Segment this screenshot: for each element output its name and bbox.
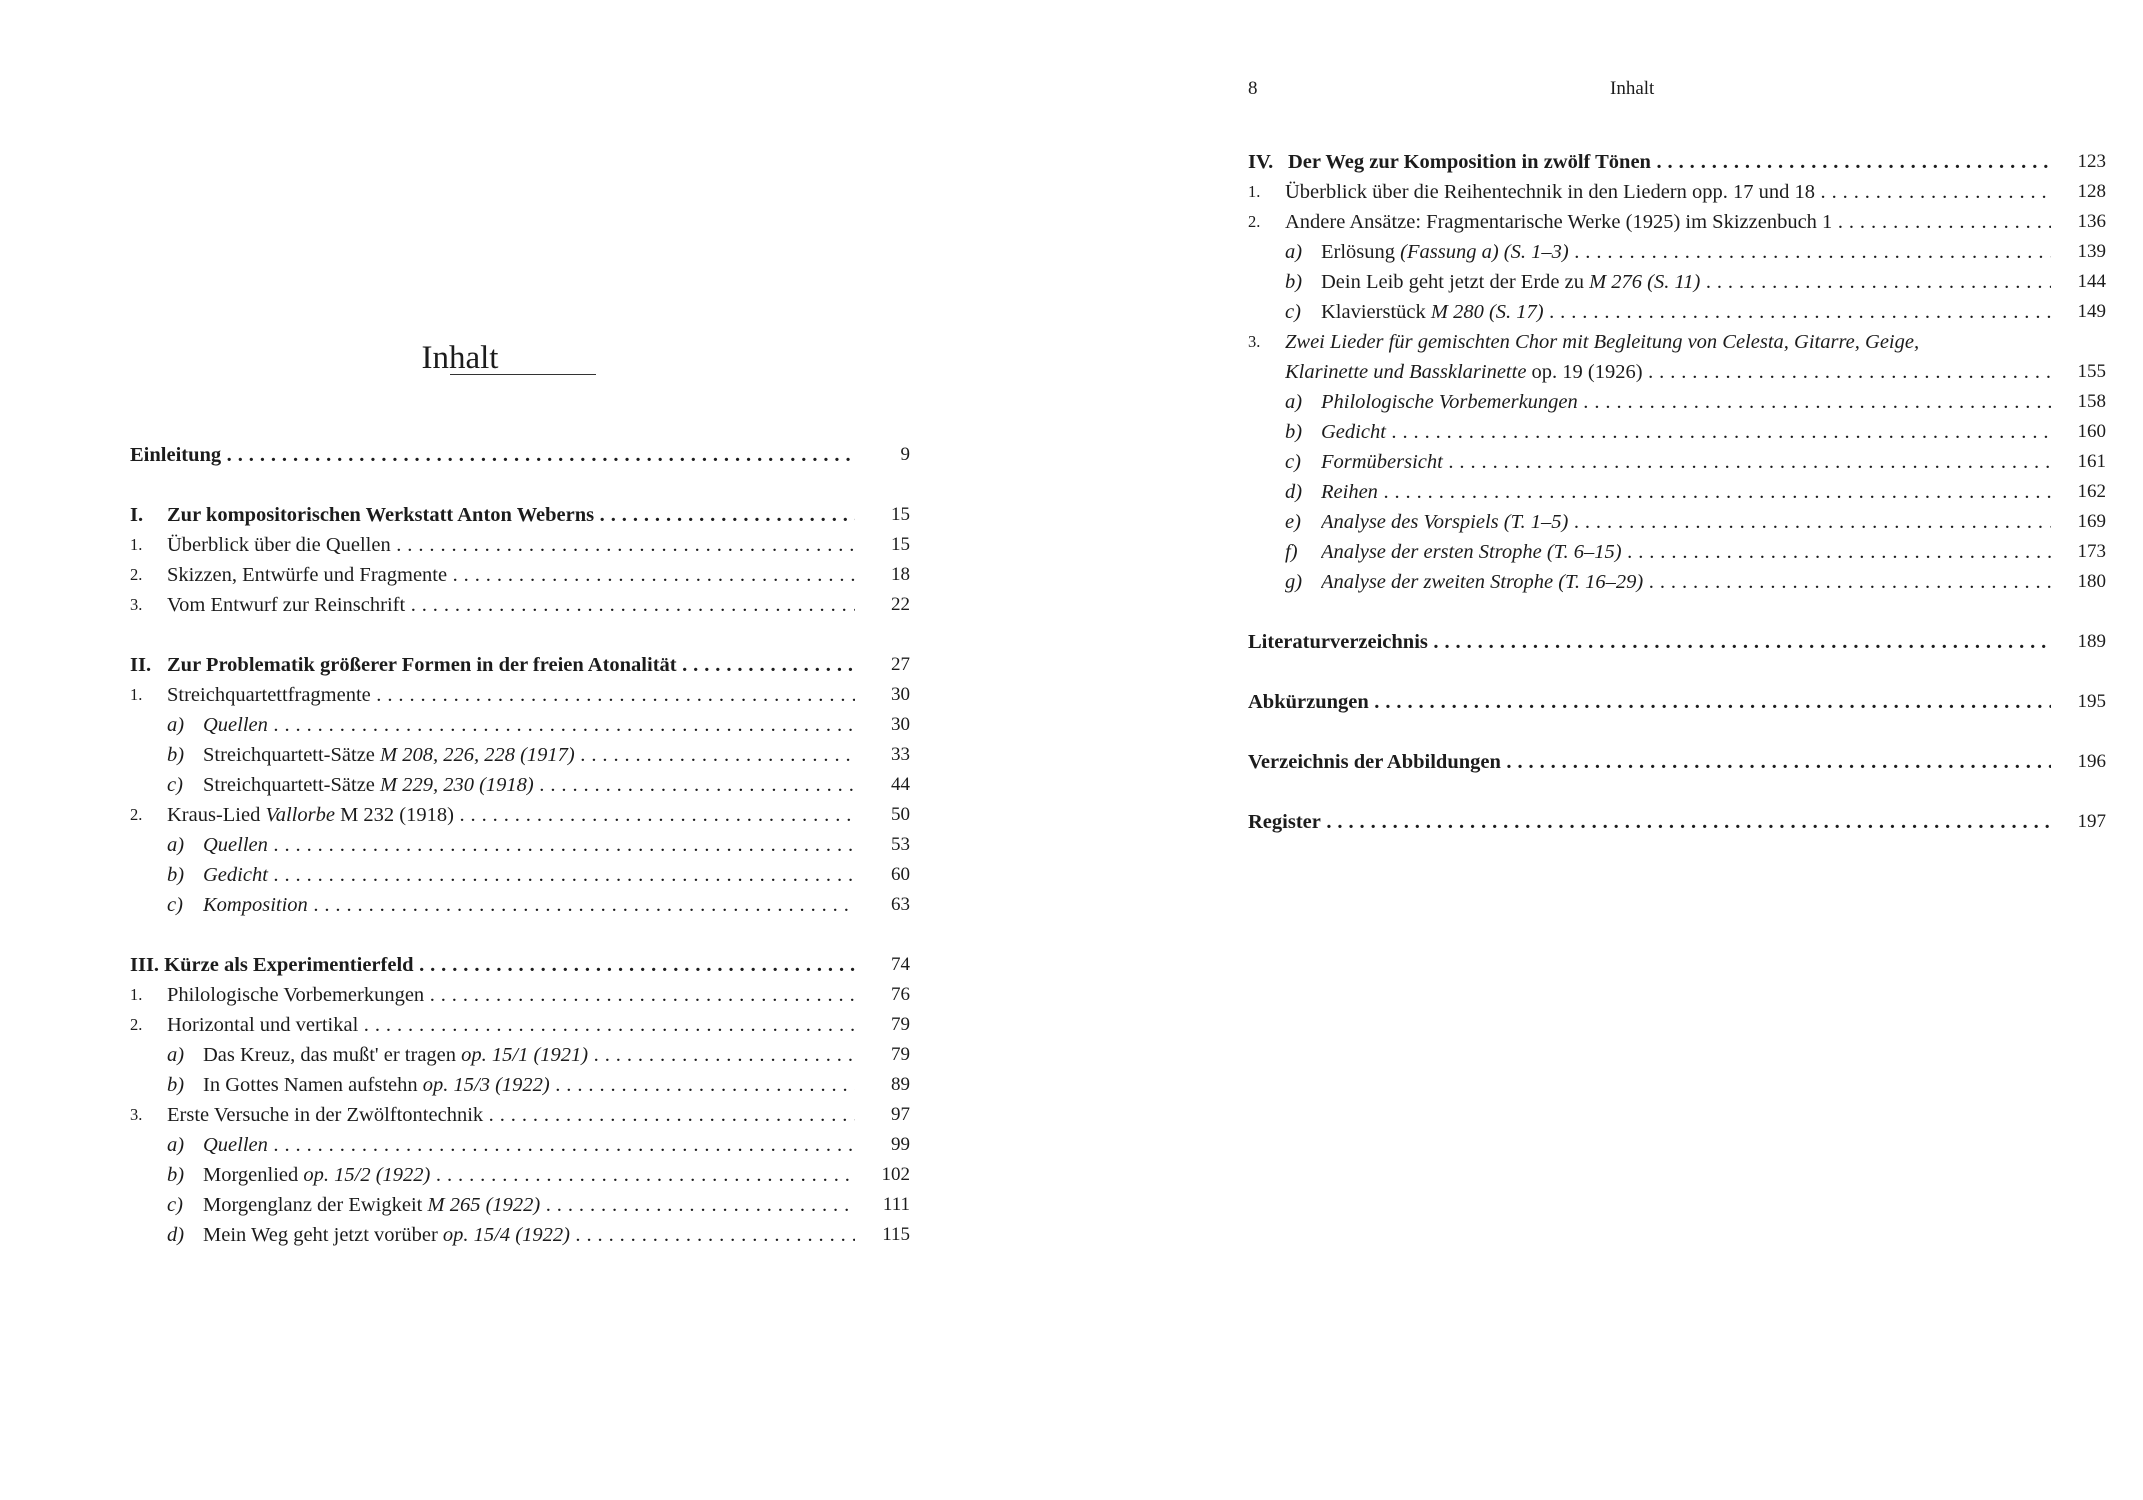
- toc-label: Formübersicht . . .: [1321, 447, 2051, 477]
- toc-entry: [130, 770, 910, 800]
- toc-page-number: 99: [858, 1130, 910, 1160]
- toc-entry: [130, 740, 910, 770]
- toc-label: Skizzen, Entwürfe und Fragmente . . .: [167, 560, 855, 590]
- toc-label: Abkürzungen . . .: [1248, 687, 2051, 717]
- toc-number: 2.: [130, 565, 143, 584]
- toc-entry: [1248, 267, 2106, 297]
- left-page: [0, 0, 1071, 1500]
- toc-label: Komposition . . .: [203, 890, 855, 920]
- toc-page-number: 30: [858, 710, 910, 740]
- toc-entry: [130, 710, 910, 740]
- toc-page-number: 139: [2054, 237, 2106, 267]
- toc-number: e): [1285, 511, 1301, 533]
- toc-page-number: 102: [858, 1160, 910, 1190]
- toc-label: Morgenglanz der Ewigkeit M 265 (1922) . . .: [203, 1190, 855, 1220]
- toc-label: Mein Weg geht jetzt vorüber op. 15/4 (1922) . . .: [203, 1220, 855, 1250]
- toc-page-number: 161: [2054, 447, 2106, 477]
- toc-page-number: 22: [858, 590, 910, 620]
- toc-entry: [1248, 477, 2106, 507]
- toc-entry: [1248, 177, 2106, 207]
- toc-number: I.: [130, 504, 144, 526]
- toc-page-number: 136: [2054, 207, 2106, 237]
- toc-number: b): [167, 744, 185, 766]
- toc-label: Erlösung (Fassung a) (S. 1–3) . . .: [1321, 237, 2051, 267]
- toc-number: c): [167, 1194, 183, 1216]
- toc-number: 2.: [130, 805, 143, 824]
- toc-page-number: 155: [2054, 357, 2106, 387]
- toc-label: Quellen . . .: [203, 830, 855, 860]
- toc-page-number: 76: [858, 980, 910, 1010]
- toc-label: Quellen . . .: [203, 1130, 855, 1160]
- toc-page-number: 53: [858, 830, 910, 860]
- toc-entry: [130, 1040, 910, 1070]
- toc-number: 1.: [130, 985, 143, 1004]
- toc-entry: [1248, 207, 2106, 237]
- toc-page-number: 115: [858, 1220, 910, 1250]
- toc-label: Philologische Vorbemerkungen . . .: [167, 980, 855, 1010]
- toc-label: Horizontal und vertikal . . .: [167, 1010, 855, 1040]
- toc-page-number: 60: [858, 860, 910, 890]
- toc-page-number: 50: [858, 800, 910, 830]
- toc-entry: [1248, 387, 2106, 417]
- toc-label: Vom Entwurf zur Reinschrift . . .: [167, 590, 855, 620]
- toc-number: b): [1285, 421, 1303, 443]
- toc-label: Analyse der ersten Strophe (T. 6–15) . . .: [1321, 537, 2051, 567]
- toc-entry-chapter-4: [1248, 147, 2106, 177]
- toc-entry-chapter-2: [130, 650, 910, 680]
- toc-entry: [130, 560, 910, 590]
- right-page: [1072, 0, 2143, 1500]
- toc-page-number: 33: [858, 740, 910, 770]
- page-title: Inhalt: [421, 340, 499, 377]
- toc-page-number: 196: [2054, 747, 2106, 777]
- toc-number: II.: [130, 654, 152, 676]
- toc-entry: [130, 800, 910, 830]
- toc-label: Einleitung . . .: [130, 440, 855, 470]
- toc-number: 1.: [1248, 182, 1261, 201]
- toc-page-number: 89: [858, 1070, 910, 1100]
- toc-number: 3.: [130, 1105, 143, 1124]
- toc-page-number: 18: [858, 560, 910, 590]
- toc-entry-register: [1248, 807, 2106, 837]
- table-of-contents-left: [130, 440, 910, 1250]
- toc-entry: [130, 1220, 910, 1250]
- toc-number: a): [1285, 391, 1303, 413]
- toc-number: a): [167, 1044, 185, 1066]
- table-of-contents-right: [1248, 147, 2106, 837]
- toc-page-number: 180: [2054, 567, 2106, 597]
- toc-entry: [130, 1190, 910, 1220]
- toc-page-number: 111: [858, 1190, 910, 1220]
- toc-number: d): [1285, 481, 1303, 503]
- toc-entry: [130, 530, 910, 560]
- running-head: Inhalt: [1610, 78, 1655, 99]
- folio-number: 8: [1248, 78, 1258, 99]
- toc-entry: [1248, 417, 2106, 447]
- toc-entry-abbildungen: [1248, 747, 2106, 777]
- toc-number: b): [167, 864, 185, 886]
- toc-number: a): [167, 714, 185, 736]
- toc-entry: [130, 860, 910, 890]
- toc-number: f): [1285, 541, 1298, 563]
- toc-entry: [1248, 447, 2106, 477]
- toc-entry: [130, 1160, 910, 1190]
- toc-label: Der Weg zur Komposition in zwölf Tönen . . .: [1288, 147, 2051, 177]
- toc-page-number: 162: [2054, 477, 2106, 507]
- toc-label: Analyse der zweiten Strophe (T. 16–29) . . .: [1321, 567, 2051, 597]
- toc-page-number: 123: [2054, 147, 2106, 177]
- toc-label: Verzeichnis der Abbildungen . . .: [1248, 747, 2051, 777]
- toc-number: c): [1285, 301, 1301, 323]
- toc-page-number: 160: [2054, 417, 2106, 447]
- toc-page-number: 79: [858, 1040, 910, 1070]
- toc-label: Erste Versuche in der Zwölftontechnik . . .: [167, 1100, 855, 1130]
- toc-page-number: 15: [858, 500, 910, 530]
- toc-number: a): [1285, 241, 1303, 263]
- toc-entry-einleitung: [130, 440, 910, 470]
- toc-entry: [1248, 327, 2106, 387]
- title-rule: [450, 374, 596, 375]
- toc-entry: [130, 980, 910, 1010]
- toc-entry: [1248, 537, 2106, 567]
- toc-label: Streichquartett-Sätze M 229, 230 (1918) . . .: [203, 770, 855, 800]
- toc-entry: [130, 680, 910, 710]
- toc-page-number: 9: [858, 440, 910, 470]
- toc-page-number: 128: [2054, 177, 2106, 207]
- toc-number: b): [167, 1164, 185, 1186]
- toc-label: Kraus-Lied Vallorbe M 232 (1918) . . .: [167, 800, 855, 830]
- toc-entry: [130, 1070, 910, 1100]
- toc-entry: [130, 1010, 910, 1040]
- toc-entry: [1248, 237, 2106, 267]
- toc-entry-chapter-3: [130, 950, 910, 980]
- toc-label: Klavierstück M 280 (S. 17) . . .: [1321, 297, 2051, 327]
- toc-number: b): [1285, 271, 1303, 293]
- toc-label: Analyse des Vorspiels (T. 1–5) . . .: [1321, 507, 2051, 537]
- toc-label: Überblick über die Reihentechnik in den Liedern opp. 17 und 18 . . .: [1285, 177, 2051, 207]
- toc-label: Andere Ansätze: Fragmentarische Werke (1925) im Skizzenbuch 1 . . .: [1285, 207, 2051, 237]
- toc-entry: [1248, 507, 2106, 537]
- toc-page-number: 149: [2054, 297, 2106, 327]
- toc-entry-literaturverzeichnis: [1248, 627, 2106, 657]
- toc-number: c): [167, 774, 183, 796]
- toc-page-number: 74: [858, 950, 910, 980]
- toc-entry-chapter-1: [130, 500, 910, 530]
- toc-label: Streichquartettfragmente . . .: [167, 680, 855, 710]
- toc-number: 1.: [130, 685, 143, 704]
- toc-number: 3.: [130, 595, 143, 614]
- toc-label: III. Kürze als Experimentierfeld . . .: [130, 950, 855, 980]
- toc-label: Streichquartett-Sätze M 208, 226, 228 (1917) . . .: [203, 740, 855, 770]
- toc-page-number: 30: [858, 680, 910, 710]
- toc-entry: [1248, 567, 2106, 597]
- toc-label: Quellen . . .: [203, 710, 855, 740]
- toc-label: Überblick über die Quellen . . .: [167, 530, 855, 560]
- toc-label-line: Zwei Lieder für gemischten Chor mit Begleitung von Celesta, Gitarre, Geige,: [1285, 331, 1920, 353]
- toc-entry: [130, 1130, 910, 1160]
- toc-page-number: 173: [2054, 537, 2106, 567]
- toc-number: 1.: [130, 535, 143, 554]
- toc-page-number: 197: [2054, 807, 2106, 837]
- toc-page-number: 169: [2054, 507, 2106, 537]
- toc-page-number: 79: [858, 1010, 910, 1040]
- toc-number: IV.: [1248, 151, 1274, 173]
- toc-number: a): [167, 1134, 185, 1156]
- toc-label: Klarinette und Bassklarinette op. 19 (1926) . . .: [1285, 357, 2051, 387]
- toc-entry: [1248, 297, 2106, 327]
- toc-page-number: 15: [858, 530, 910, 560]
- toc-number: 2.: [1248, 212, 1261, 231]
- toc-label: Dein Leib geht jetzt der Erde zu M 276 (S. 11) . . .: [1321, 267, 2051, 297]
- toc-label: Zur Problematik größerer Formen in der freien Atonalität . . .: [167, 650, 855, 680]
- toc-label: Das Kreuz, das mußt' er tragen op. 15/1 (1921) . . .: [203, 1040, 855, 1070]
- toc-label: Register . . .: [1248, 807, 2051, 837]
- toc-entry: [130, 590, 910, 620]
- toc-number: c): [167, 894, 183, 916]
- toc-number: g): [1285, 571, 1303, 593]
- toc-page-number: 44: [858, 770, 910, 800]
- toc-label: Reihen . . .: [1321, 477, 2051, 507]
- toc-label: In Gottes Namen aufstehn op. 15/3 (1922) . . .: [203, 1070, 855, 1100]
- toc-page-number: 195: [2054, 687, 2106, 717]
- toc-number: 2.: [130, 1015, 143, 1034]
- toc-entry-abkuerzungen: [1248, 687, 2106, 717]
- toc-page-number: 144: [2054, 267, 2106, 297]
- toc-page-number: 27: [858, 650, 910, 680]
- toc-label: Morgenlied op. 15/2 (1922) . . .: [203, 1160, 855, 1190]
- toc-number: c): [1285, 451, 1301, 473]
- toc-entry: [130, 890, 910, 920]
- toc-number: 3.: [1248, 332, 1261, 351]
- toc-number: d): [167, 1224, 185, 1246]
- toc-page-number: 63: [858, 890, 910, 920]
- toc-page-number: 158: [2054, 387, 2106, 417]
- toc-entry: [130, 1100, 910, 1130]
- toc-label: Philologische Vorbemerkungen . . .: [1321, 387, 2051, 417]
- toc-label: Literaturverzeichnis . . .: [1248, 627, 2051, 657]
- toc-label: Gedicht . . .: [203, 860, 855, 890]
- toc-label: Zur kompositorischen Werkstatt Anton Weberns . . .: [167, 500, 855, 530]
- toc-number: a): [167, 834, 185, 856]
- toc-label: Gedicht . . .: [1321, 417, 2051, 447]
- toc-number: b): [167, 1074, 185, 1096]
- toc-page-number: 189: [2054, 627, 2106, 657]
- toc-entry: [130, 830, 910, 860]
- toc-page-number: 97: [858, 1100, 910, 1130]
